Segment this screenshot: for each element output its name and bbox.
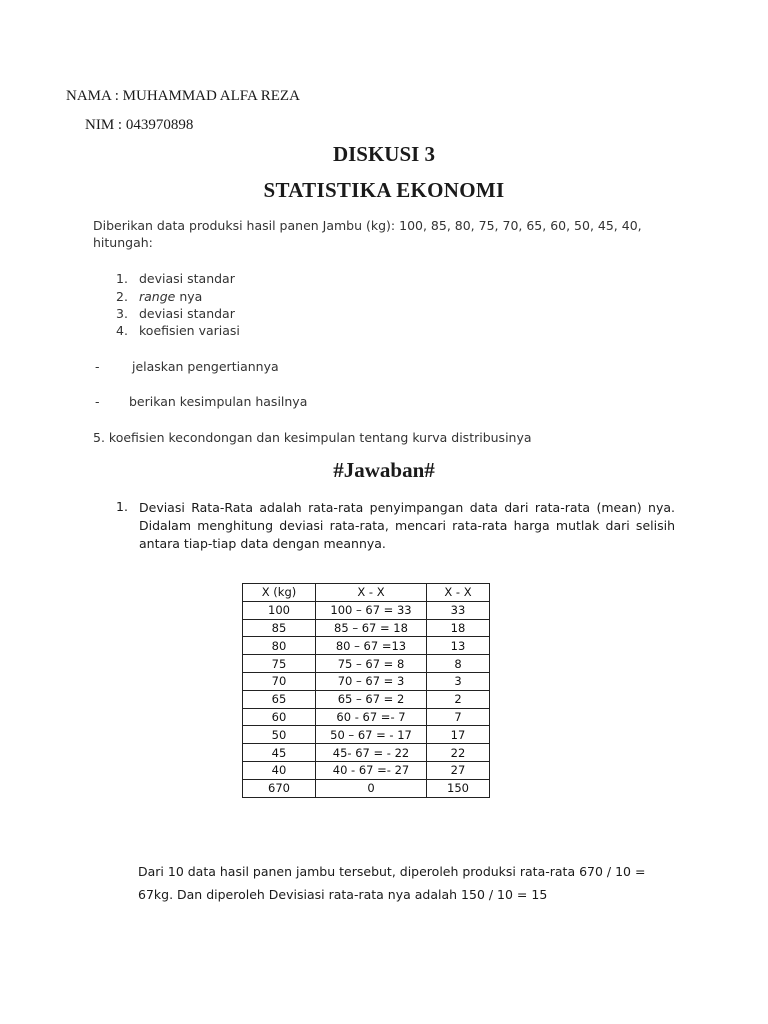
table-header-row <box>243 584 490 602</box>
table-cell: 150 <box>427 779 490 797</box>
table-row <box>243 708 490 726</box>
table-row <box>243 761 490 779</box>
dash-item-text: berikan kesimpulan hasilnya <box>129 394 308 409</box>
column-header: X (kg) <box>243 584 316 602</box>
list-item-number: 3. <box>116 306 128 321</box>
table-cell: 7 <box>427 708 490 726</box>
table-cell: 3 <box>427 672 490 690</box>
table-cell: 33 <box>427 601 490 619</box>
range-term: range <box>139 289 176 304</box>
table-cell: 50 <box>243 726 316 744</box>
table-row <box>243 726 490 744</box>
list-item-number: 2. <box>116 289 128 304</box>
deviation-table <box>242 583 490 798</box>
dash-item-text: jelaskan pengertiannya <box>132 359 279 374</box>
table-cell: 75 <box>243 655 316 673</box>
list-item-text: koefisien variasi <box>139 323 240 338</box>
table-cell: 70 <box>243 672 316 690</box>
table-cell: 85 – 67 = 18 <box>316 619 427 637</box>
table-cell: 18 <box>427 619 490 637</box>
question-item-5: 5. koefisien kecondongan dan kesimpulan tentang kurva distribusinya <box>93 430 532 445</box>
student-nim: NIM : 043970898 <box>85 117 194 133</box>
document-title: DISKUSI 3 <box>332 142 436 166</box>
list-item-text <box>139 289 202 304</box>
table-row <box>243 744 490 762</box>
table-body <box>243 601 490 797</box>
document-subtitle: STATISTIKA EKONOMI <box>263 178 505 202</box>
table-cell: 17 <box>427 726 490 744</box>
table-row <box>243 637 490 655</box>
answer-point-text: Deviasi Rata-Rata adalah rata-rata penyimpangan data dari rata-rata (mean) nya. Didalam menghitung deviasi rata-rata, mencari rata-rata harga mutlak dari selisih antara tiap-tiap data dengan meannya. <box>139 500 675 551</box>
table-cell: 8 <box>427 655 490 673</box>
table-cell: 2 <box>427 690 490 708</box>
table-cell: 75 – 67 = 8 <box>316 655 427 673</box>
list-item-number: 4. <box>116 323 128 338</box>
table-cell: 670 <box>243 779 316 797</box>
table-row <box>243 619 490 637</box>
table-cell: 27 <box>427 761 490 779</box>
table-cell: 13 <box>427 637 490 655</box>
conclusion-text: Dari 10 data hasil panen jambu tersebut, diperoleh produksi rata-rata 670 / 10 = 67kg. Dan diperoleh Devisiasi rata-rata nya adalah 150 / 10 = 15 <box>138 864 646 902</box>
student-name: NAMA : MUHAMMAD ALFA REZA <box>66 88 300 104</box>
list-item-text: deviasi standar <box>139 271 235 286</box>
table-cell: 40 <box>243 761 316 779</box>
table-row <box>243 672 490 690</box>
table-cell: 22 <box>427 744 490 762</box>
table-row <box>243 655 490 673</box>
table-cell: 50 – 67 = - 17 <box>316 726 427 744</box>
table-cell: 0 <box>316 779 427 797</box>
table-cell: 45- 67 = - 22 <box>316 744 427 762</box>
table-cell: 100 – 67 = 33 <box>316 601 427 619</box>
answer-heading: #Jawaban# <box>333 458 435 482</box>
question-intro: Diberikan data produksi hasil panen Jambu (kg): 100, 85, 80, 75, 70, 65, 60, 50, 45, 40, hitungah: <box>93 218 642 250</box>
column-header: X - X <box>427 584 490 602</box>
list-item-text: deviasi standar <box>139 306 235 321</box>
table-cell: 65 <box>243 690 316 708</box>
table-row <box>243 779 490 797</box>
range-suffix: nya <box>175 289 203 304</box>
table-cell: 70 – 67 = 3 <box>316 672 427 690</box>
table-cell: 60 <box>243 708 316 726</box>
table-cell: 80 – 67 =13 <box>316 637 427 655</box>
table-row <box>243 601 490 619</box>
table-cell: 65 – 67 = 2 <box>316 690 427 708</box>
table-cell: 60 - 67 =- 7 <box>316 708 427 726</box>
table-cell: 80 <box>243 637 316 655</box>
table-cell: 85 <box>243 619 316 637</box>
answer-point-number: 1. <box>116 499 128 514</box>
table-cell: 100 <box>243 601 316 619</box>
table-row <box>243 690 490 708</box>
column-header: X - X <box>316 584 427 602</box>
dash-bullet: - <box>95 394 100 409</box>
table-cell: 45 <box>243 744 316 762</box>
table-cell: 40 - 67 =- 27 <box>316 761 427 779</box>
list-item-number: 1. <box>116 271 128 286</box>
dash-bullet: - <box>95 359 100 374</box>
